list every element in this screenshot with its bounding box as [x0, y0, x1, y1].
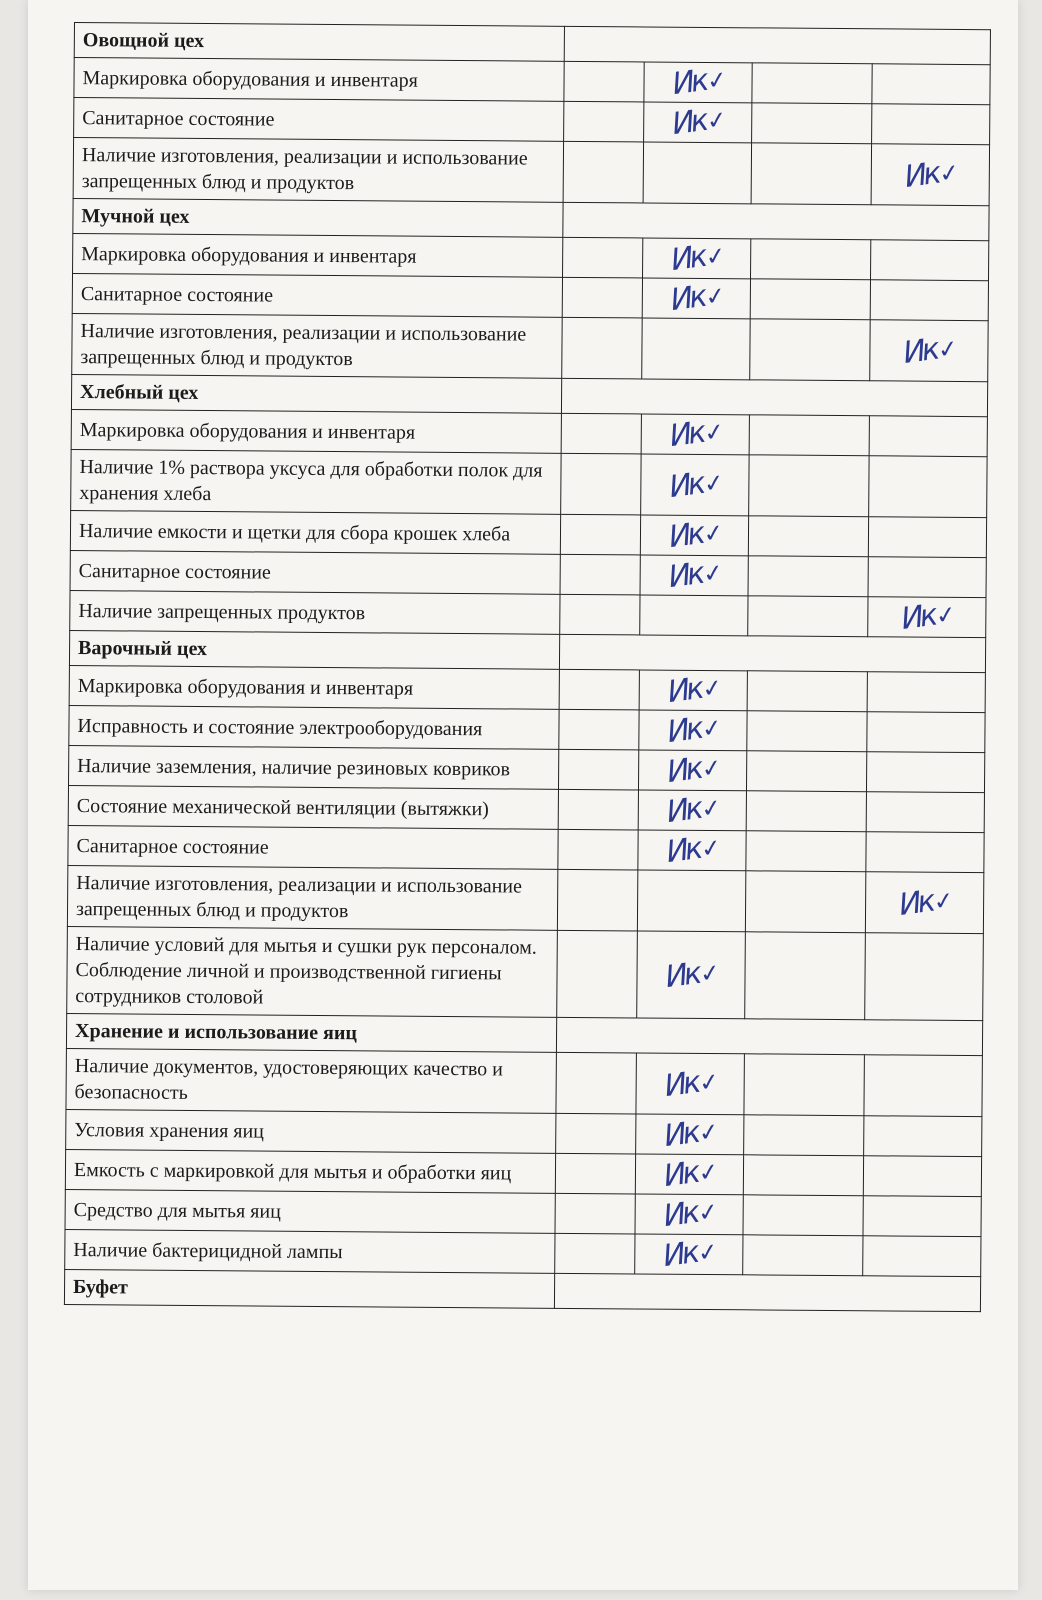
mark-cell-1[interactable] [562, 317, 642, 379]
mark-cell-2[interactable] [639, 710, 747, 751]
handwritten-initials-mark: Ик ✓ [662, 1196, 716, 1233]
mark-cell-3[interactable] [744, 1054, 864, 1116]
mark-cell-1[interactable] [555, 1153, 635, 1194]
criterion-text: Наличие запрещенных продуктов [70, 590, 560, 634]
handwritten-initials-mark: Ик ✓ [902, 332, 956, 369]
mark-cell-3[interactable] [745, 932, 866, 1020]
handwritten-initials-mark: Ик ✓ [665, 752, 719, 789]
criterion-text: Маркировка оборудования и инвентаря [69, 665, 559, 709]
criterion-text: Условия хранения яиц [66, 1109, 556, 1153]
mark-cell-2[interactable] [643, 238, 751, 279]
paper-sheet [28, 0, 1018, 1590]
handwritten-initials-mark: Ик ✓ [665, 832, 719, 869]
mark-cell-3[interactable] [743, 1235, 863, 1276]
criterion-text: Наличие условий для мытья и сушки рук персоналом. Соблюдение личной и производственной гигиены сотрудников столовой [67, 926, 558, 1017]
section-header-filler [559, 634, 985, 672]
mark-cell-3[interactable] [750, 319, 870, 381]
mark-cell-4[interactable] [863, 1196, 981, 1237]
section-title: Мучной цех [73, 198, 563, 237]
mark-cell-1[interactable] [557, 869, 637, 931]
handwritten-initials-mark: Ик ✓ [668, 416, 722, 453]
mark-cell-4[interactable] [871, 144, 989, 206]
mark-cell-4[interactable] [867, 672, 985, 713]
mark-cell-1[interactable] [559, 709, 639, 750]
section-header-filler [564, 26, 990, 64]
handwritten-initials-mark: Ик ✓ [665, 792, 719, 829]
criterion-text: Исправность и состояние электрооборудования [69, 705, 559, 749]
mark-cell-2[interactable] [635, 1194, 743, 1235]
mark-cell-3[interactable] [749, 415, 869, 456]
mark-cell-4[interactable] [869, 456, 987, 518]
criterion-text: Наличие изготовления, реализации и использование запрещенных блюд и продуктов [72, 313, 562, 378]
mark-cell-3[interactable] [751, 143, 871, 205]
mark-cell-4[interactable] [869, 416, 987, 457]
mark-cell-1[interactable] [564, 61, 644, 102]
mark-cell-3[interactable] [752, 103, 872, 144]
mark-cell-3[interactable] [743, 1195, 863, 1236]
mark-cell-1[interactable] [564, 101, 644, 142]
criterion-text: Санитарное состояние [74, 98, 564, 142]
mark-cell-2[interactable] [644, 62, 752, 103]
criterion-text: Наличие емкости и щетки для сбора крошек хлеба [70, 510, 560, 554]
mark-cell-2[interactable] [635, 1234, 743, 1275]
handwritten-initials-mark: Ик ✓ [900, 599, 954, 636]
criterion-text: Средство для мытья яиц [65, 1189, 555, 1233]
mark-cell-3[interactable] [746, 831, 866, 872]
table-row [73, 138, 989, 206]
table-row [67, 865, 983, 933]
inspection-checklist [64, 22, 990, 1312]
mark-cell-2[interactable] [636, 1114, 744, 1155]
mark-cell-3[interactable] [749, 455, 869, 517]
mark-cell-3[interactable] [747, 671, 867, 712]
mark-cell-2[interactable] [638, 790, 746, 831]
handwritten-initials-mark: Ик ✓ [666, 712, 720, 749]
criterion-text: Наличие бактерицидной лампы [65, 1229, 555, 1273]
mark-cell-1[interactable] [557, 930, 638, 1018]
section-header-filler [563, 202, 989, 240]
mark-cell-4[interactable] [870, 280, 988, 321]
mark-cell-1[interactable] [555, 1233, 635, 1274]
mark-cell-3[interactable] [743, 1155, 863, 1196]
mark-cell-4[interactable] [863, 1236, 981, 1277]
section-title: Буфет [64, 1269, 554, 1308]
mark-cell-2[interactable] [636, 1053, 744, 1115]
criterion-text: Маркировка оборудования и инвентаря [73, 233, 563, 277]
table-row [72, 313, 988, 381]
mark-cell-2[interactable] [640, 515, 748, 556]
mark-cell-4[interactable] [868, 557, 986, 598]
section-header-filler [561, 378, 987, 416]
handwritten-initials-mark: Ик ✓ [668, 466, 722, 503]
mark-cell-2[interactable] [641, 454, 749, 516]
handwritten-initials-mark: Ик ✓ [664, 956, 718, 993]
mark-cell-4[interactable] [867, 712, 985, 753]
criterion-text: Санитарное состояние [68, 825, 558, 869]
criterion-text: Наличие изготовления, реализации и использование запрещенных блюд и продуктов [67, 865, 557, 930]
section-title: Варочный цех [69, 630, 559, 669]
mark-cell-2[interactable] [638, 830, 746, 871]
mark-cell-3[interactable] [750, 279, 870, 320]
mark-cell-4[interactable] [868, 597, 986, 638]
mark-cell-2[interactable] [638, 750, 746, 791]
handwritten-initials-mark: Ик ✓ [669, 280, 723, 317]
mark-cell-2[interactable] [644, 102, 752, 143]
mark-cell-2[interactable] [635, 1154, 743, 1195]
mark-cell-3[interactable] [751, 239, 871, 280]
mark-cell-4[interactable] [872, 104, 990, 145]
section-header-row [64, 1269, 980, 1311]
mark-cell-2[interactable] [640, 595, 748, 636]
mark-cell-1[interactable] [558, 789, 638, 830]
criterion-text: Маркировка оборудования и инвентаря [74, 58, 564, 102]
handwritten-initials-mark: Ик ✓ [662, 1156, 716, 1193]
mark-cell-1[interactable] [562, 277, 642, 318]
criterion-text: Маркировка оборудования и инвентаря [71, 409, 561, 453]
mark-cell-2[interactable] [637, 870, 745, 932]
handwritten-initials-mark: Ик ✓ [671, 104, 725, 141]
mark-cell-3[interactable] [745, 871, 865, 933]
mark-cell-1[interactable] [556, 1113, 636, 1154]
mark-cell-4[interactable] [868, 517, 986, 558]
criterion-text: Санитарное состояние [72, 273, 562, 317]
section-header-filler [556, 1017, 982, 1055]
checklist-body [64, 23, 990, 1312]
mark-cell-4[interactable] [864, 1116, 982, 1157]
table-row [67, 926, 984, 1020]
handwritten-initials-mark: Ик ✓ [903, 156, 957, 193]
mark-cell-1[interactable] [556, 1052, 636, 1114]
mark-cell-3[interactable] [748, 596, 868, 637]
mark-cell-3[interactable] [746, 791, 866, 832]
mark-cell-1[interactable] [561, 453, 641, 515]
mark-cell-1[interactable] [559, 669, 639, 710]
mark-cell-3[interactable] [747, 711, 867, 752]
mark-cell-3[interactable] [744, 1115, 864, 1156]
section-title: Овощной цех [74, 23, 564, 62]
mark-cell-1[interactable] [558, 829, 638, 870]
mark-cell-4[interactable] [865, 933, 984, 1021]
mark-cell-4[interactable] [872, 64, 990, 105]
handwritten-initials-mark: Ик ✓ [663, 1116, 717, 1153]
mark-cell-4[interactable] [866, 832, 984, 873]
checklist-table [64, 22, 991, 1312]
section-title: Хранение и использование яиц [66, 1013, 556, 1052]
criterion-text: Санитарное состояние [70, 550, 560, 594]
mark-cell-3[interactable] [746, 751, 866, 792]
handwritten-initials-mark: Ик ✓ [663, 1065, 717, 1102]
handwritten-initials-mark: Ик ✓ [667, 557, 721, 594]
handwritten-initials-mark: Ик ✓ [662, 1236, 716, 1273]
criterion-text: Наличие 1% раствора уксуса для обработки полок для хранения хлеба [71, 449, 561, 514]
mark-cell-3[interactable] [752, 63, 872, 104]
section-title: Хлебный цех [71, 374, 561, 413]
mark-cell-4[interactable] [870, 320, 988, 382]
section-header-filler [554, 1273, 980, 1311]
mark-cell-2[interactable] [639, 670, 747, 711]
handwritten-initials-mark: Ик ✓ [666, 672, 720, 709]
mark-cell-2[interactable] [641, 414, 749, 455]
mark-cell-3[interactable] [748, 516, 868, 557]
mark-cell-2[interactable] [642, 318, 750, 380]
mark-cell-1[interactable] [561, 413, 641, 454]
mark-cell-1[interactable] [560, 554, 640, 595]
mark-cell-4[interactable] [871, 240, 989, 281]
criterion-text: Наличие изготовления, реализации и использование запрещенных блюд и продуктов [73, 138, 563, 203]
criterion-text: Емкость с маркировкой для мытья и обработки яиц [65, 1149, 555, 1193]
mark-cell-4[interactable] [866, 792, 984, 833]
mark-cell-2[interactable] [637, 931, 746, 1019]
mark-cell-2[interactable] [642, 278, 750, 319]
table-row [71, 449, 987, 517]
mark-cell-1[interactable] [558, 749, 638, 790]
criterion-text: Наличие заземления, наличие резиновых ковриков [69, 745, 559, 789]
mark-cell-1[interactable] [555, 1193, 635, 1234]
mark-cell-4[interactable] [866, 752, 984, 793]
mark-cell-4[interactable] [864, 1055, 982, 1117]
mark-cell-1[interactable] [560, 594, 640, 635]
handwritten-initials-mark: Ик ✓ [671, 64, 725, 101]
criterion-text: Наличие документов, удостоверяющих качество и безопасность [66, 1048, 556, 1113]
criterion-text: Состояние механической вентиляции (вытяжки) [68, 785, 558, 829]
mark-cell-4[interactable] [863, 1156, 981, 1197]
mark-cell-1[interactable] [563, 141, 643, 203]
mark-cell-3[interactable] [748, 556, 868, 597]
mark-cell-1[interactable] [563, 237, 643, 278]
mark-cell-1[interactable] [560, 514, 640, 555]
mark-cell-4[interactable] [865, 872, 983, 934]
mark-cell-2[interactable] [640, 555, 748, 596]
handwritten-initials-mark: Ик ✓ [667, 517, 721, 554]
handwritten-initials-mark: Ик ✓ [897, 884, 951, 921]
handwritten-initials-mark: Ик ✓ [670, 240, 724, 277]
table-row [66, 1048, 982, 1116]
mark-cell-2[interactable] [643, 142, 751, 204]
